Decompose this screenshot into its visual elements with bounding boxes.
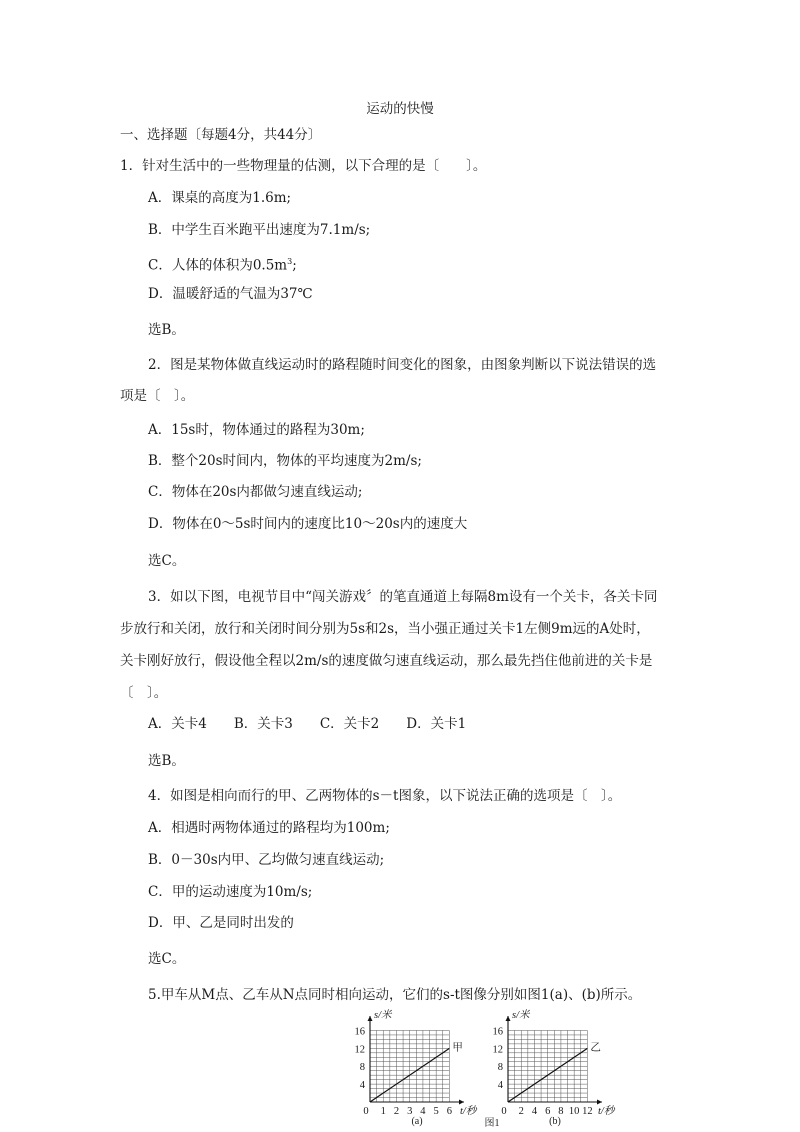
q2-stem-line1: 2．图是某物体做直线运动时的路程随时间变化的图象，由图象判断以下说法错误的选 — [148, 357, 657, 373]
q2-answer: 选C。 — [148, 553, 186, 569]
q2-stem-line2: 项是〔 〕。 — [120, 388, 195, 404]
x-tick-label: 4 — [531, 1106, 538, 1117]
q2-option-a: A．15s时，物体通过的路程为30m; — [148, 422, 365, 438]
q1-option-b: B．中学生百米跑平出速度为7.1m/s; — [148, 222, 371, 238]
x-tick-label: 6 — [545, 1106, 551, 1117]
q4-option-d: D．甲、乙是同时出发的 — [148, 915, 294, 931]
y-axis-arrow — [506, 1016, 511, 1021]
q3-stem-line2: 步放行和关闭，放行和关闭时间分别为5s和2s，当小强正通过关卡1左侧9m远的A处时， — [120, 621, 650, 637]
y-axis-label: s/米 — [512, 1010, 530, 1021]
q3-options: A．关卡4 B．关卡3 C．关卡2 D．关卡1 — [148, 716, 467, 732]
chart-a — [355, 1009, 479, 1127]
q3-stem-line1: 3．如以下图，电视节目中“闯关游戏〞的笔直通道上每隔8m设有一个关卡，各关卡同 — [148, 589, 658, 605]
x-tick-label: 2 — [393, 1106, 400, 1117]
q2-option-c: C．物体在20s内都做匀速直线运动; — [148, 484, 363, 500]
y-tick-label: 4 — [497, 1080, 503, 1092]
q1-answer: 选B。 — [148, 322, 185, 338]
x-tick-label: 1 — [380, 1106, 386, 1117]
y-tick-label: 8 — [497, 1062, 503, 1074]
q5-stem: 5.甲车从M点、乙车从N点同时相向运动，它们的s-t图像分别如图1(a)、(b)所示。 — [148, 987, 642, 1003]
q3-stem-line4: 〔 〕。 — [120, 685, 168, 701]
series-label: 甲 — [452, 1042, 463, 1054]
q1-option-c-end: ; — [292, 257, 297, 274]
y-tick-label: 4 — [359, 1080, 365, 1092]
page-title: 运动的快慢 — [366, 101, 434, 117]
chart-b — [493, 1009, 617, 1127]
x-tick-label: 8 — [558, 1106, 564, 1117]
q1-option-d: D．温暖舒适的气温为37℃ — [148, 286, 313, 302]
figure-1 — [340, 1008, 640, 1132]
q4-option-a: A．相遇时两物体通过的路程均为100m; — [148, 820, 390, 836]
x-tick-label: 12 — [582, 1106, 593, 1117]
q1-option-c-sup: 3 — [287, 257, 293, 266]
x-tick-label: 3 — [407, 1106, 413, 1117]
q1-stem: 1．针对生活中的一些物理量的估测，以下合理的是〔 〕。 — [120, 158, 487, 174]
x-tick-label: 4 — [420, 1106, 426, 1117]
y-tick-label: 8 — [359, 1062, 365, 1074]
x-tick-label: 6 — [446, 1106, 453, 1117]
q1-option-c-text: C．人体的体积为0.5m — [148, 257, 288, 274]
x-tick-label: 2 — [518, 1106, 524, 1117]
x-tick-label: 0 — [501, 1106, 507, 1117]
q1-option-c — [148, 253, 297, 275]
y-tick-label: 12 — [354, 1044, 365, 1056]
figure-caption: 图1 — [484, 1118, 500, 1129]
q2-option-d: D．物体在0～5s时间内的速度比10～20s内的速度大 — [148, 516, 468, 532]
y-axis-label: s/米 — [374, 1010, 392, 1021]
series-label: 乙 — [590, 1042, 601, 1054]
q4-stem: 4．如图是相向而行的甲、乙两物体的s－t图象，以下说法正确的选项是〔 〕。 — [148, 788, 622, 804]
q4-option-b: B．0－30s内甲、乙均做匀速直线运动; — [148, 852, 385, 868]
q4-answer: 选C。 — [148, 951, 186, 967]
section-heading: 一、选择题〔每题4分，共44分〕 — [120, 127, 322, 143]
x-tick-label: 10 — [568, 1106, 580, 1117]
q3-stem-line3: 关卡刚好放行，假设他全程以2m/s的速度做匀速直线运动，那么最先挡住他前进的关卡是 — [120, 653, 653, 669]
x-axis-label: t/秒 — [460, 1106, 477, 1117]
q2-option-b: B．整个20s时间内，物体的平均速度为2m/s; — [148, 453, 422, 469]
y-tick-label: 16 — [492, 1026, 503, 1038]
x-axis-arrow — [459, 1100, 464, 1105]
panel-title: (a) — [411, 1116, 423, 1127]
q1-option-a: A．课桌的高度为1.6m; — [148, 190, 292, 206]
x-tick-label: 0 — [363, 1106, 369, 1117]
q3-answer: 选B。 — [148, 753, 185, 769]
y-tick-label: 12 — [492, 1044, 503, 1056]
y-tick-label: 16 — [354, 1026, 365, 1038]
panel-title: (b) — [549, 1116, 561, 1127]
q4-option-c: C．甲的运动速度为10m/s; — [148, 884, 313, 900]
y-axis-arrow — [368, 1016, 373, 1021]
x-axis-arrow — [597, 1100, 602, 1105]
x-tick-label: 5 — [433, 1106, 439, 1117]
x-axis-label: t/秒 — [598, 1106, 615, 1117]
